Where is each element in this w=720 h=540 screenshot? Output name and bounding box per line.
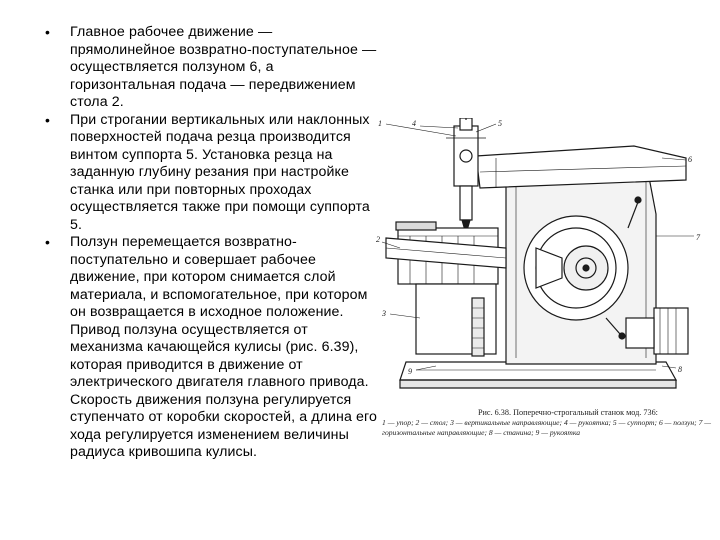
bullet-marker: •: [45, 234, 50, 250]
callout-label-8: 8: [678, 365, 682, 374]
callout-label-1: 1: [378, 119, 382, 128]
callout-label-2: 2: [376, 235, 380, 244]
figure-caption-legend: 1 — упор; 2 — стол; 3 — вертикальные направляющие; 4 — рукоятка; 5 — суппорт; 6 — ползун; 7 — горизонтальные направляющие; 8 — станина; 9 — рукоятка: [382, 418, 712, 437]
shaping-machine-figure: [376, 118, 706, 408]
shaping-machine-drawing: [376, 118, 706, 408]
bullet-text: Главное рабочее движение — прямолинейное возвратно-поступательное — осуществляется ползуном 6, а горизонтальная подача — передвижением стола 2.: [70, 24, 377, 110]
bullet-text: Ползун перемещается возвратно-поступательно и совершает рабочее движение, при котором снимается слой материала, и вспомогательное, при котором он возвращается в исходное положение. Привод ползуна осуществляется от механизма качающейся кулисы (рис. 6.39), которая приводится в движение от электрического двигателя главного привода. Скорость движения ползуна регулируется ступенчато от коробки скоростей, а длина его хода регулируется изменением величины радиуса кривошипа кулисы.: [70, 234, 377, 460]
callout-label-3: 3: [382, 309, 386, 318]
bullet-marker: •: [45, 111, 50, 128]
figure-caption: [382, 408, 712, 438]
bullet-item: [40, 234, 378, 462]
bullet-list: [40, 24, 378, 462]
machine-base: [400, 362, 676, 388]
bullet-item: [40, 24, 378, 112]
bullet-marker: •: [45, 24, 50, 40]
callout-label-4: 4: [412, 119, 416, 128]
callout-label-7: 7: [696, 233, 700, 242]
bullet-item: [40, 112, 378, 235]
vertical-guides: [416, 284, 496, 356]
drive-wheel: [524, 216, 628, 320]
bullet-text: При строгании вертикальных или наклонных поверхностей подача резца производится винтом суппорта 5. Установка резца на заданную глубину резания при настройке станка или при повторных проходах осуществляется также при помощи суппорта 5.: [70, 111, 370, 233]
machine-ram: [476, 146, 686, 188]
figure-caption-title: Рис. 6.38. Поперечно-строгальный станок мод. 736:: [478, 408, 658, 417]
callout-label-5: 5: [498, 119, 502, 128]
callout-label-6: 6: [688, 155, 692, 164]
callout-label-9: 9: [408, 367, 412, 376]
